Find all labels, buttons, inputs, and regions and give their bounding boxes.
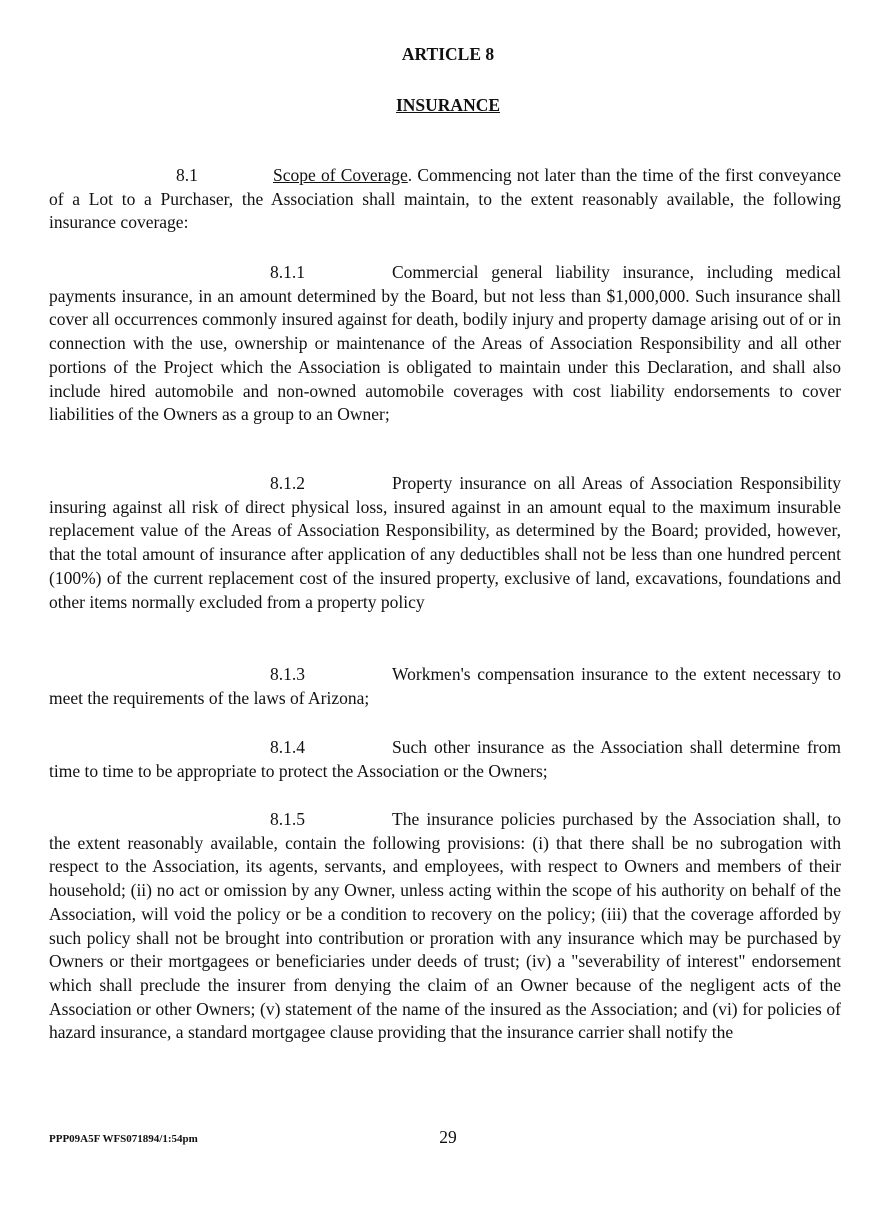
section-number: 8.1 [176,165,198,185]
paragraph-text: Property insurance on all Areas of Association Responsibility insuring against all risk of direct physical loss, insured against in an amount equal to the maximum insurable replacement value of the Areas of Association Responsibility, as determined by the Board; provided, however, that the total amount of insurance after application of any deductibles shall not be less than one hundred percent (100%) of the current replacement cost of the insured property, exclusive of land, excavations, foundations and other items normally excluded from a property policy [49,473,841,612]
section-number: 8.1.2 [270,473,305,493]
paragraph-text: . Commencing not later than the time of the first conveyance of a Lot to a Purchaser, the Association shall maintain, to the extent reasonably available, the following insurance coverage: [49,165,841,233]
article-heading: ARTICLE 8 [401,44,495,64]
paragraph-8-1-5 [49,808,841,1045]
paragraph-text: The insurance policies purchased by the Association shall, to the extent reasonably available, contain the following provisions: (i) that there shall be no subrogation with respect to the Association, its agents, servants, and employees, with respect to Owners and members of their household; (ii) no act or omission by any Owner, unless acting within the scope of his authority on behalf of the Association, will void the policy or be a condition to recovery on the policy; (iii) that the coverage afforded by such policy shall not be brought into contribution or proration with any insurance which may be purchased by Owners or their mortgagees or beneficiaries under deeds of trust; (iv) a "severability of interest" endorsement which shall preclude the insurer from denying the claim of an Owner because of the negligent acts of the Association or other Owners; (v) statement of the name of the insured as the Association; and (vi) for policies of hazard insurance, a standard mortgagee clause providing that the insurance carrier shall notify the [49,809,841,1043]
paragraph-8-1-3 [49,663,841,710]
section-number: 8.1.1 [270,262,305,282]
paragraph-text: Workmen's compensation insurance to the extent necessary to meet the requirements of the laws of Arizona; [49,664,841,708]
footer-document-code: PPP09A5F WFS071894/1:54pm [49,1133,198,1145]
paragraph-8-1 [49,164,841,235]
section-number: 8.1.3 [270,664,305,684]
section-number: 8.1.4 [270,737,305,757]
section-title: INSURANCE [395,95,501,115]
paragraph-8-1-1 [49,261,841,427]
paragraph-8-1-4 [49,736,841,783]
paragraph-text: Such other insurance as the Association shall determine from time to time to be appropriate to protect the Association or the Owners; [49,737,841,781]
paragraph-text: Commercial general liability insurance, including medical payments insurance, in an amount determined by the Board, but not less than $1,000,000. Such insurance shall cover all occurrences commonly insured against for death, bodily injury and property damage arising out of or in connection with the use, ownership or maintenance of the Areas of Association Responsibility and all other portions of the Project which the Association is obligated to maintain under this Declaration, and shall also include hired automobile and non-owned automobile coverages with cost liability endorsements to cover liabilities of the Owners as a group to an Owner; [49,262,841,425]
section-number: 8.1.5 [270,809,305,829]
page-number: 29 [439,1127,457,1147]
paragraph-8-1-2 [49,472,841,614]
section-heading: Scope of Coverage [273,165,408,185]
